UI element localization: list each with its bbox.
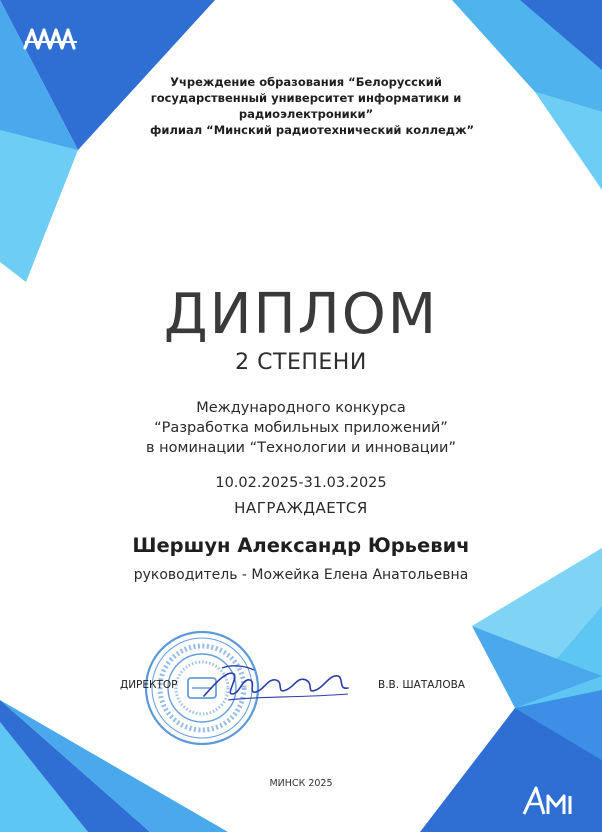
director-name: В.В. ШАТАЛОВА: [378, 679, 465, 691]
recipient-name: Шершун Александр Юрьевич: [132, 534, 470, 557]
director-label: ДИРЕКТОР: [120, 679, 178, 691]
institution-line-3: радиоэлектроники”: [238, 107, 374, 121]
contest-line-1: Международного конкурса: [196, 400, 406, 416]
college-monogram-logo-icon: [518, 782, 578, 818]
bg-triangle-tl-pale: [0, 130, 78, 282]
city-year: МИНСК 2025: [269, 778, 333, 789]
diploma-degree: 2 СТЕПЕНИ: [235, 350, 367, 375]
college-wave-logo-icon: [22, 22, 80, 58]
institution-line-2: государственный университет информатики и: [150, 91, 462, 105]
contest-dates: 10.02.2025-31.03.2025: [215, 475, 387, 491]
director-signature-icon: [198, 660, 358, 708]
institution-line-1: Учреждение образования “Белорусский: [170, 75, 442, 89]
contest-line-2: “Разработка мобильных приложений”: [154, 420, 448, 436]
institution-header: [150, 74, 475, 138]
diploma-title: ДИПЛОМ: [163, 282, 439, 347]
contest-description: [0, 398, 602, 458]
awarded-label: НАГРАЖДАЕТСЯ: [234, 499, 368, 517]
institution-line-4: филиал “Минский радиотехнический колледж”: [150, 123, 475, 137]
supervisor-line: руководитель - Можейка Елена Анатольевна: [133, 567, 469, 583]
contest-line-3: в номинации “Технологии и инновации”: [146, 440, 456, 456]
